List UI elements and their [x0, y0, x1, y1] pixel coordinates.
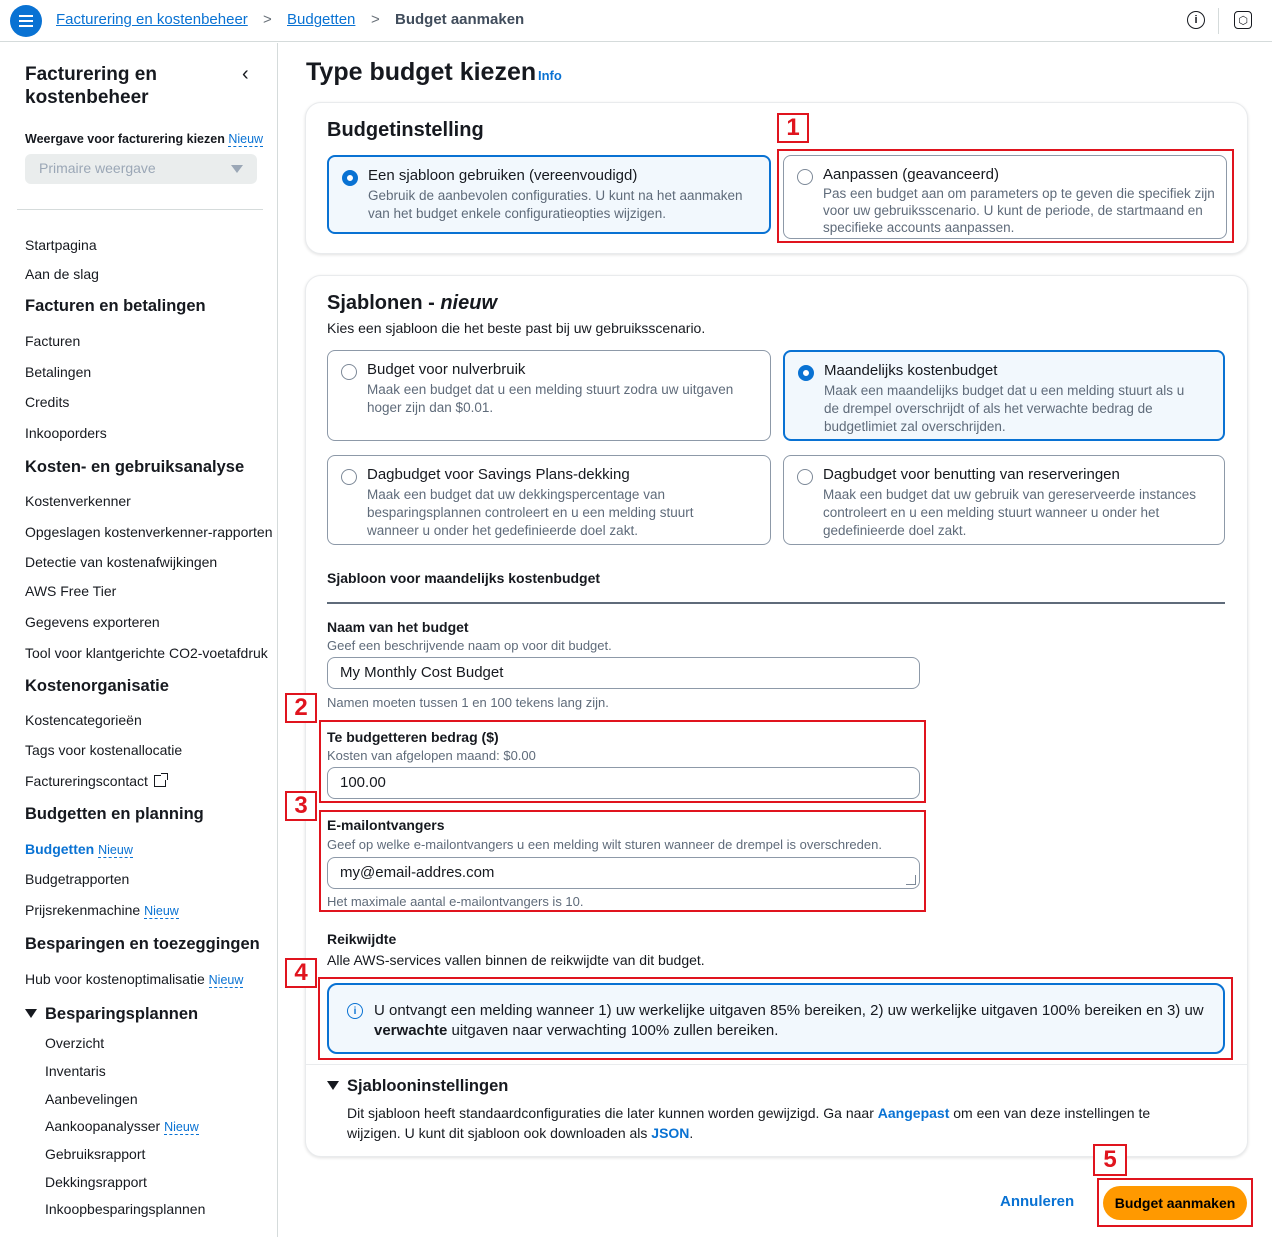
nav-savings-plans[interactable]: Besparingsplannen [25, 1005, 198, 1024]
divider [1218, 8, 1219, 34]
nav-credits[interactable]: Credits [25, 394, 70, 410]
external-link-icon [154, 775, 166, 787]
nav-heading-budgets: Budgetten en planning [25, 805, 204, 823]
annotation-box-5 [1097, 1178, 1253, 1227]
settings-icon[interactable]: ⬡ [1234, 11, 1252, 29]
template-savings-plans[interactable] [327, 455, 771, 545]
option-title: Een sjabloon gebruiken (vereenvoudigd) [368, 167, 638, 184]
nav-payments[interactable]: Betalingen [25, 364, 92, 380]
template-title: Maandelijks kostenbudget [824, 362, 998, 379]
nav-heading-organisation: Kostenorganisatie [25, 677, 169, 695]
divider [327, 602, 1225, 604]
collapse-icon[interactable]: ‹ [242, 63, 249, 85]
template-monthly-cost[interactable] [783, 350, 1225, 441]
template-settings-toggle[interactable]: Sjablooninstellingen [327, 1077, 508, 1096]
option-description: Pas een budget aan om parameters op te geven die specifiek zijn voor uw gebruiksscenario. U kunt de periode, de startmaand en specifieke accounts aanpassen. [823, 186, 1215, 235]
nav-heading-savings: Besparingen en toezeggingen [25, 935, 260, 953]
template-title: Budget voor nulverbruik [367, 361, 526, 378]
option-title: Aanpassen (geavanceerd) [823, 166, 999, 183]
template-zero-spend[interactable] [327, 350, 771, 441]
sidebar-title: Facturering en kostenbeheer [25, 64, 157, 108]
option-template[interactable] [327, 155, 771, 234]
nav-recommendations[interactable]: Aanbevelingen [45, 1091, 138, 1107]
nav-cost-explorer[interactable]: Kostenverkenner [25, 493, 131, 509]
page-title: Type budget kiezen [306, 58, 537, 86]
budget-name-constraint: Namen moeten tussen 1 en 100 tekens lang zijn. [327, 695, 609, 710]
scope-text: Alle AWS-services vallen binnen de reikwijdte van dit budget. [327, 952, 705, 968]
new-badge: Nieuw [98, 843, 133, 857]
create-budget-button[interactable]: Budget aanmaken [1103, 1186, 1247, 1220]
nav-invoices[interactable]: Facturen [25, 333, 81, 349]
amount-hint: Kosten van afgelopen maand: $0.00 [327, 748, 536, 763]
nav-free-tier[interactable]: AWS Free Tier [25, 583, 117, 599]
budget-name-input[interactable]: My Monthly Cost Budget [327, 657, 920, 689]
nav-heading-analysis: Kosten- en gebruiksanalyse [25, 458, 245, 476]
nav-purchase-savings-plans[interactable]: Inkoopbesparingsplannen [45, 1201, 206, 1217]
template-title: Dagbudget voor Savings Plans-dekking [367, 466, 630, 483]
template-description: Maak een budget dat uw dekkingspercentage van besparingsplannen controleert en u een melding stuurt wanneer u onder het gedefinieerde doel zakt. [367, 487, 694, 538]
divider [305, 1064, 1248, 1065]
nav-purchase-analyzer[interactable]: Aankoopanalysser Nieuw [45, 1118, 199, 1134]
radio-selected[interactable] [342, 170, 358, 186]
nav-coverage-report[interactable]: Dekkingsrapport [45, 1174, 147, 1190]
nav-billing-contact[interactable]: Factureringscontact [25, 773, 166, 789]
new-badge: Nieuw [144, 904, 179, 918]
templates-title: Sjablonen - nieuw [327, 292, 498, 314]
info-icon[interactable]: i [1187, 11, 1205, 29]
template-title: Dagbudget voor benutting van reserveringen [823, 466, 1120, 483]
template-description: Maak een maandelijks budget dat u een melding stuurt als u de drempel overschrijdt of als het verwachte bedrag de budgetlimiet zal overschrijden. [824, 383, 1185, 434]
caret-down-icon [231, 165, 243, 173]
view-select[interactable]: Primaire weergave [25, 154, 257, 184]
annotation-box-1 [777, 149, 1234, 243]
nav-home[interactable]: Startpagina [25, 237, 97, 253]
annotation-label-5: 5 [1093, 1144, 1127, 1176]
template-settings-text: Dit sjabloon heeft standaardconfiguraties die later kunnen worden gewijzigd. Ga naar Aangepast om een van deze instellingen te wijzigen. U kunt dit sjabloon ook downloaden als JSON. [347, 1105, 1151, 1141]
nav-budgets[interactable]: Budgetten Nieuw [25, 841, 133, 857]
email-constraint: Het maximale aantal e-mailontvangers is 10. [327, 894, 584, 909]
template-description: Maak een budget dat u een melding stuurt zodra uw uitgaven hoger zijn dan $0.01. [367, 382, 734, 415]
radio-unselected[interactable] [341, 469, 357, 485]
chevron-right-icon: > [263, 11, 272, 28]
nav-anomaly-detection[interactable]: Detectie van kostenafwijkingen [25, 554, 218, 570]
budget-name-label: Naam van het budget [327, 619, 469, 635]
email-hint: Geef op welke e-mailontvangers u een melding wilt sturen wanneer de drempel is overschreden. [327, 837, 882, 852]
amount-input[interactable]: 100.00 [327, 767, 920, 799]
nav-saved-reports[interactable]: Opgeslagen kostenverkenner-rapporten [25, 524, 273, 540]
email-label: E-mailontvangers [327, 817, 445, 833]
nav-overview[interactable]: Overzicht [45, 1035, 105, 1051]
caret-down-icon [25, 1009, 37, 1018]
breadcrumb-billing[interactable]: Facturering en kostenbeheer [56, 11, 248, 28]
top-bar [0, 0, 1272, 42]
nav-carbon-tool[interactable]: Tool voor klantgerichte CO2-voetafdruk [25, 645, 268, 661]
new-badge: Nieuw [164, 1120, 199, 1134]
menu-icon[interactable] [10, 5, 42, 37]
annotation-label-2: 2 [285, 693, 317, 723]
alert-text: U ontvangt een melding wanneer 1) uw werkelijke uitgaven 85% bereiken, 2) uw werkelijke uitgaven 100% bereiken en 3) uw verwachte uitgaven naar verwachting 100% zullen bereiken. [374, 1002, 1204, 1039]
chevron-right-icon: > [371, 11, 380, 28]
divider [17, 209, 263, 210]
new-badge: Nieuw [208, 973, 244, 987]
nav-cost-categories[interactable]: Kostencategorieën [25, 712, 142, 728]
annotation-label-1: 1 [777, 113, 809, 143]
radio-selected[interactable] [798, 365, 814, 381]
sidebar [0, 43, 278, 1237]
annotation-label-3: 3 [285, 791, 317, 821]
caret-down-icon [327, 1081, 339, 1090]
email-input[interactable]: my@email-addres.com [327, 857, 920, 889]
budget-name-hint: Geef een beschrijvende naam op voor dit budget. [327, 638, 612, 653]
info-link[interactable]: Info [538, 68, 562, 83]
radio-unselected[interactable] [341, 364, 357, 380]
annotation-label-4: 4 [285, 958, 317, 988]
budget-setup-title: Budgetinstelling [327, 119, 484, 141]
nav-cost-allocation-tags[interactable]: Tags voor kostenallocatie [25, 742, 183, 758]
annotation-box-2 [319, 720, 926, 803]
scope-label: Reikwijdte [327, 931, 397, 947]
form-section-title: Sjabloon voor maandelijks kostenbudget [327, 570, 601, 586]
annotation-box-3 [319, 810, 926, 912]
breadcrumb-current: Budget aanmaken [395, 11, 525, 28]
info-icon: i [347, 1003, 363, 1019]
nav-getting-started[interactable]: Aan de slag [25, 266, 99, 282]
amount-label: Te budgetteren bedrag ($) [327, 729, 499, 745]
view-label: Weergave voor facturering kiezen Nieuw [25, 132, 264, 146]
nav-pricing-calculator[interactable]: Prijsrekenmachine Nieuw [25, 902, 179, 918]
nav-purchase-orders[interactable]: Inkooporders [25, 425, 107, 441]
template-reservations[interactable] [783, 455, 1225, 545]
cancel-button[interactable]: Annuleren [1000, 1193, 1075, 1210]
nav-budget-reports[interactable]: Budgetrapporten [25, 871, 130, 887]
nav-inventory[interactable]: Inventaris [45, 1063, 106, 1079]
json-link[interactable]: JSON [651, 1125, 690, 1141]
annotation-box-4 [318, 977, 1233, 1060]
custom-link[interactable]: Aangepast [877, 1105, 950, 1121]
templates-subtitle: Kies een sjabloon die het beste past bij uw gebruiksscenario. [327, 320, 706, 336]
nav-usage-report[interactable]: Gebruiksrapport [45, 1146, 146, 1162]
option-description: Gebruik de aanbevolen configuraties. U kunt na het aanmaken van het budget enkele configuratieopties wijzigen. [368, 188, 743, 221]
template-description: Maak een budget dat uw gebruik van gereserveerde instances controleert en u een melding stuurt wanneer u onder het gedefinieerde doel zakt. [823, 487, 1196, 538]
breadcrumb-budgets[interactable]: Budgetten [287, 11, 356, 28]
nav-data-exports[interactable]: Gegevens exporteren [25, 614, 160, 630]
new-badge: Nieuw [228, 132, 264, 146]
radio-unselected[interactable] [797, 469, 813, 485]
nav-cost-optimization-hub[interactable]: Hub voor kostenoptimalisatie Nieuw [25, 971, 244, 987]
nav-heading-billing: Facturen en betalingen [25, 297, 206, 315]
